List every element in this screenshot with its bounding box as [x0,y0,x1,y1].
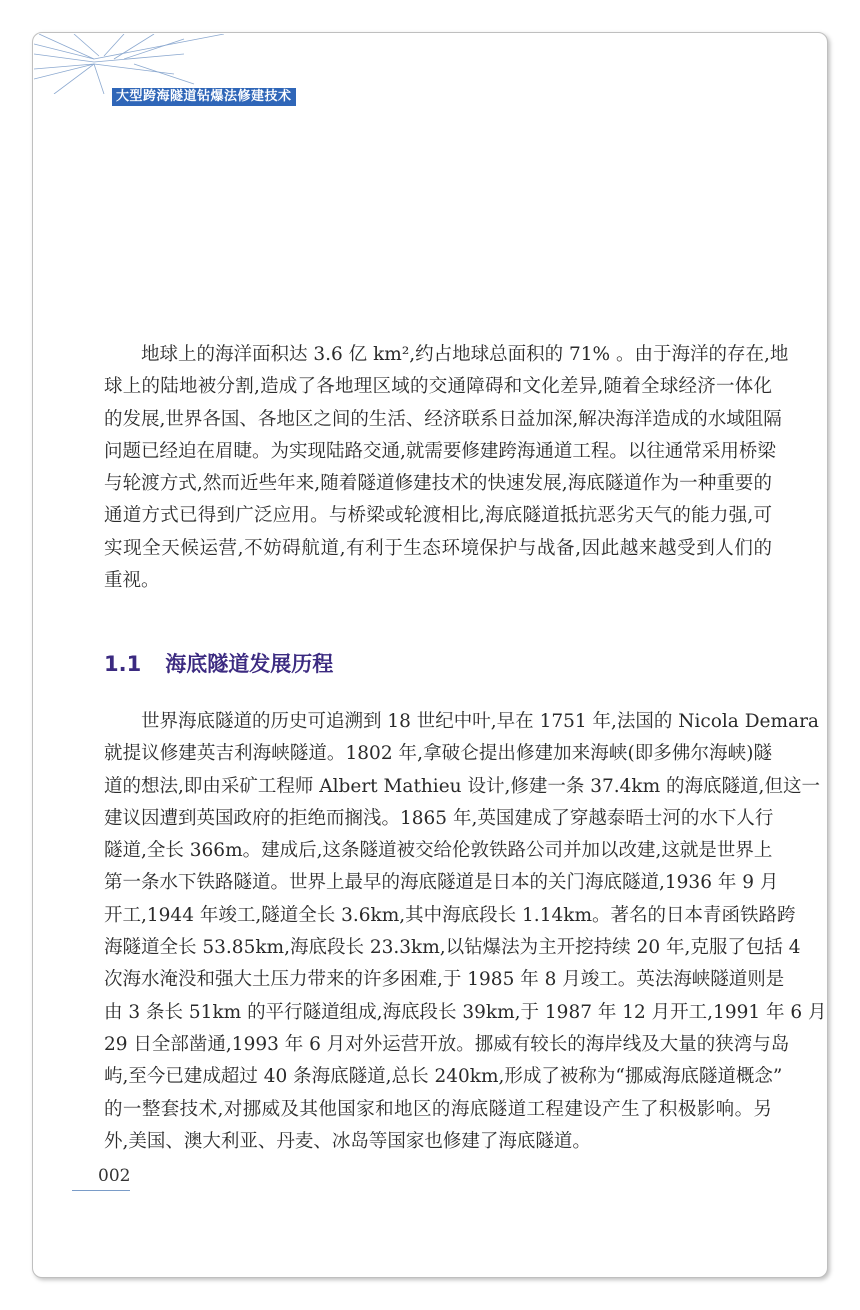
text-line: 就提议修建英吉利海峡隧道。1802 年,拿破仑提出修建加来海峡(即多佛尔海峡)隧 [104,743,772,765]
section-title: 海底隧道发展历程 [165,652,334,676]
body-paragraph [104,706,827,1158]
text-line: 次海水淹没和强大土压力带来的许多困难,于 1985 年 8 月竣工。英法海峡隧道则是 [104,969,785,991]
text-line: 道的想法,即由采矿工程师 Albert Mathieu 设计,修建一条 37.4km 的海底隧道,但这一 [104,775,820,797]
text-line: 重视。 [104,570,160,592]
text-line: 球上的陆地被分割,造成了各地理区域的交通障碍和文化差异,随着全球经济一体化 [104,376,772,398]
text-line: 的发展,世界各国、各地区之间的生活、经济联系日益加深,解决海洋造成的水域阻隔 [104,408,782,430]
section-heading [104,648,333,678]
text-line: 由 3 条长 51km 的平行隧道组成,海底段长 39km,于 1987 年 12 月开工,1991 年 6 月 [104,1001,827,1023]
page-number-rule [72,1190,130,1191]
text-line: 的一整套技术,对挪威及其他国家和地区的海底隧道工程建设产生了积极影响。另 [104,1098,772,1120]
text-line: 世界海底隧道的历史可追溯到 18 世纪中叶,早在 1751 年,法国的 Nicola Demara [141,711,819,732]
text-line: 实现全天候运营,不妨碍航道,有利于生态环境保护与战备,因此越来越受到人们的 [104,537,772,559]
text-line: 问题已经迫在眉睫。为实现陆路交通,就需要修建跨海通道工程。以往通常采用桥梁 [104,440,776,462]
tunnel-illustration [34,34,224,94]
text-line: 屿,至今已建成超过 40 条海底隧道,总长 240km,形成了被称为“挪威海底隧道概念” [104,1066,783,1088]
intro-paragraph [104,339,789,597]
text-line: 地球上的海洋面积达 3.6 亿 km²,约占地球总面积的 71% 。由于海洋的存在,地 [141,344,789,365]
text-line: 与轮渡方式,然而近些年来,随着隧道修建技术的快速发展,海底隧道作为一种重要的 [104,473,772,495]
text-line: 29 日全部凿通,1993 年 6 月对外运营开放。挪威有较长的海岸线及大量的狭湾与岛 [104,1033,790,1055]
text-line: 第一条水下铁路隧道。世界上最早的海底隧道是日本的关门海底隧道,1936 年 9 月 [104,872,779,894]
section-number: 1.1 [104,652,142,676]
text-line: 通道方式已得到广泛应用。与桥梁或轮渡相比,海底隧道抵抗恶劣天气的能力强,可 [104,505,772,527]
text-line: 隧道,全长 366m。建成后,这条隧道被交给伦敦铁路公司并加以改建,这就是世界上 [104,840,773,862]
book-title-banner: 大型跨海隧道钻爆法修建技术 [112,88,296,106]
text-line: 海隧道全长 53.85km,海底段长 23.3km,以钻爆法为主开挖持续 20 年,克服了包括 4 [104,937,801,959]
page-number: 002 [98,1166,131,1186]
text-line: 外,美国、澳大利亚、丹麦、冰岛等国家也修建了海底隧道。 [104,1130,591,1152]
text-line: 开工,1944 年竣工,隧道全长 3.6km,其中海底段长 1.14km。著名的日本青函铁路跨 [104,904,796,926]
text-line: 建议因遭到英国政府的拒绝而搁浅。1865 年,英国建成了穿越泰晤士河的水下人行 [104,807,774,829]
